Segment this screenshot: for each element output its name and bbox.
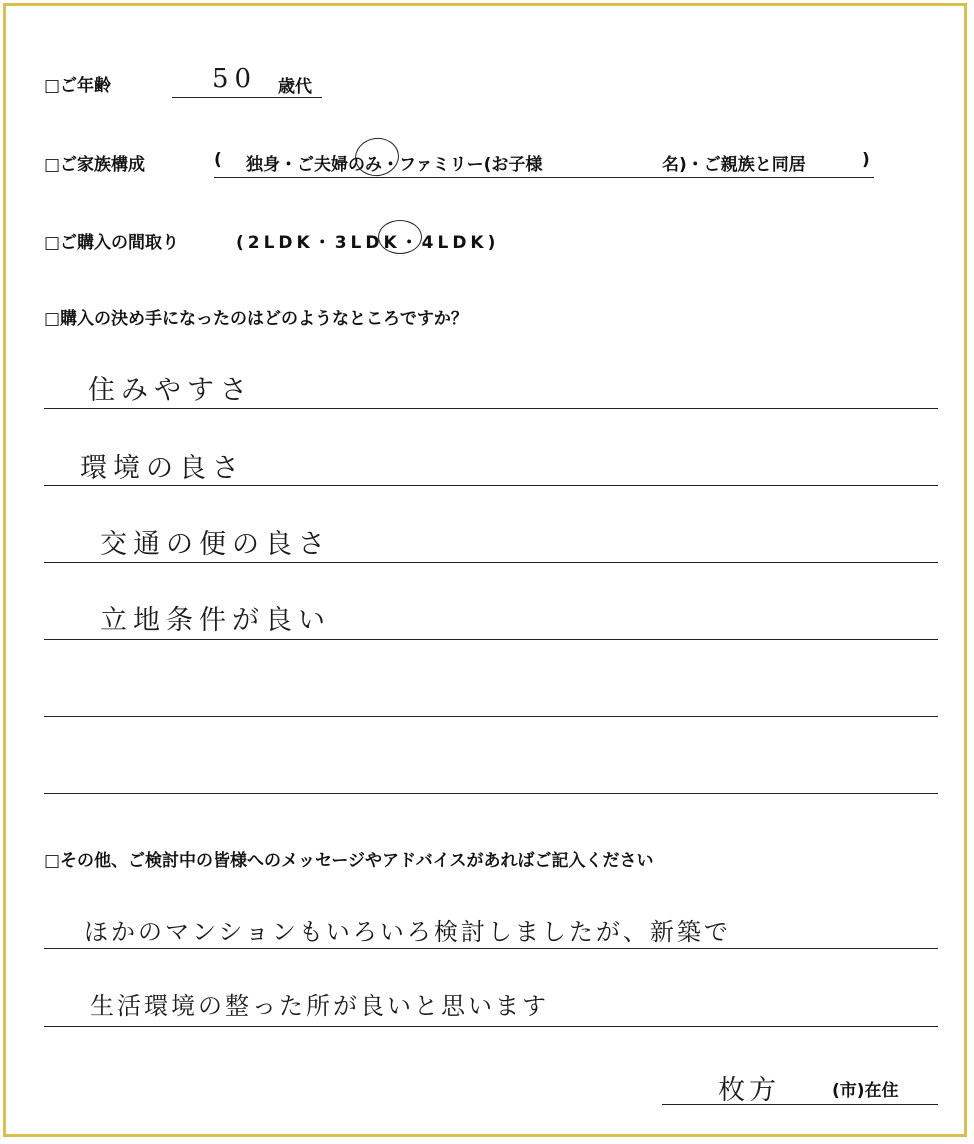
answer-line-4 (44, 639, 938, 640)
residence-suffix: (市)在住 (832, 1081, 899, 1101)
family-label: □ご家族構成 (44, 155, 146, 175)
message-rule-1 (44, 948, 938, 949)
answer-line-6 (44, 793, 938, 794)
reason-answer-3: 交通の便の良さ (100, 529, 331, 560)
age-underline (172, 97, 322, 98)
answer-line-1 (44, 408, 938, 409)
family-open-paren: ( (214, 150, 222, 170)
layout-selection-circle (378, 220, 422, 254)
age-suffix: 歳代 (278, 77, 312, 97)
message-line-2: 生活環境の整った所が良いと思います (90, 992, 549, 1020)
message-line-1: ほかのマンションもいろいろ検討しましたが、新築で (84, 918, 731, 946)
layout-label: □ご購入の間取り (44, 233, 180, 253)
reason-answer-2: 環境の良さ (80, 453, 245, 484)
answer-line-2 (44, 485, 938, 486)
family-underline (214, 177, 874, 178)
message-question: □その他、ご検討中の皆様へのメッセージやアドバイスがあればご記入ください (44, 851, 654, 871)
answer-line-5 (44, 716, 938, 717)
age-value: 50 (212, 64, 258, 94)
family-options: 独身・ご夫婦のみ・ファミリー(お子様 (246, 155, 543, 175)
answer-line-3 (44, 562, 938, 563)
reason-question: □購入の決め手になったのはどのようなところですか？ (44, 309, 468, 329)
residence-underline (662, 1104, 938, 1105)
message-rule-2 (44, 1026, 938, 1027)
layout-options: (2LDK・3LDK・4LDK) (236, 233, 500, 253)
reason-answer-1: 住みやすさ (88, 375, 253, 406)
reason-answer-4: 立地条件が良い (100, 605, 331, 636)
residence-city: 枚方 (718, 1075, 780, 1106)
age-label: □ご年齢 (44, 76, 112, 96)
family-close-paren: ) (862, 150, 870, 170)
family-count-suffix: 名)・ご親族と同居 (662, 155, 806, 175)
